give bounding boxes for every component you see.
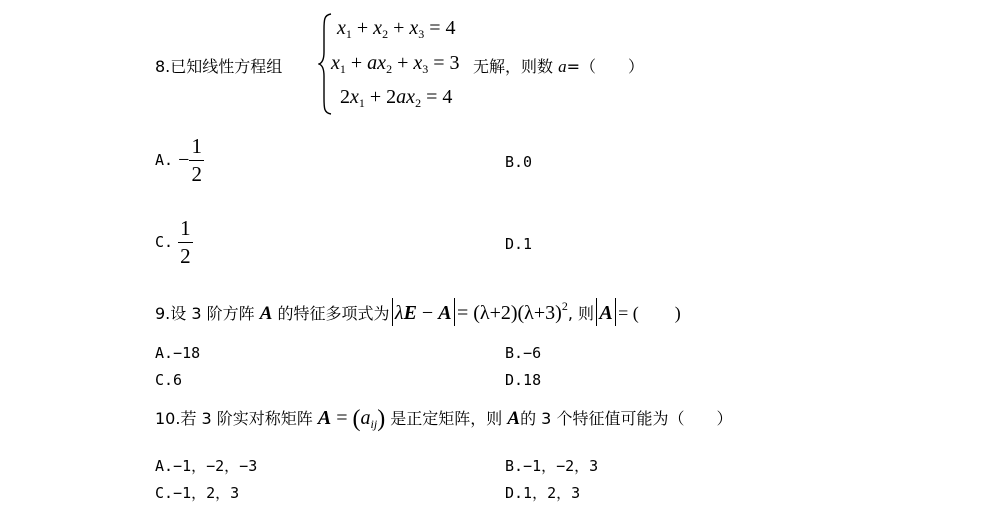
q10-option-c[interactable]: C.−1，2，3 — [155, 484, 240, 502]
q9-option-c[interactable]: C.6 — [155, 371, 183, 389]
q8-suffix: 无解，则数 a=（ ） — [473, 57, 645, 76]
q9-option-d[interactable]: D.18 — [505, 371, 542, 389]
q8-equation-3: $2x_1 + 2ax_2 = 4$ — [340, 86, 453, 110]
q9-stem: 9.设 3 阶方阵 A 的特征多项式为 $\lambda E - A = (\lambda+2)(\lambda+3)^2$, 则 A = ( ) — [155, 299, 681, 324]
q8-option-b[interactable]: B.0 — [505, 153, 533, 171]
q8-option-c[interactable]: C. $\frac{1}{2}$ — [155, 216, 191, 268]
q10-stem: 10.若 3 阶实对称矩阵 $A = (a_{ij})$ 是正定矩阵，则 A的 3 个特征值可能为（ ） — [155, 406, 733, 432]
q9-option-b[interactable]: B.−6 — [505, 344, 542, 362]
q10-option-d[interactable]: D.1，2，3 — [505, 484, 581, 502]
q8-equation-1: $x_1 + x_2 + x_3 = 4$ — [337, 17, 456, 41]
fraction: $\frac{1}{2}$ — [191, 134, 202, 186]
q8-option-a[interactable]: A. − $\frac{1}{2}$ — [155, 134, 202, 186]
fraction: $\frac{1}{2}$ — [180, 216, 191, 268]
q9-option-a[interactable]: A.−18 — [155, 344, 201, 362]
q8-equation-2: $x_1 + ax_2 + x_3 = 3$ — [331, 52, 460, 76]
q8-prefix: 8.已知线性方程组 — [155, 57, 283, 76]
q10-option-b[interactable]: B.−1，−2，3 — [505, 457, 599, 475]
q10-option-a[interactable]: A.−1，−2，−3 — [155, 457, 258, 475]
q8-option-d[interactable]: D.1 — [505, 235, 533, 253]
